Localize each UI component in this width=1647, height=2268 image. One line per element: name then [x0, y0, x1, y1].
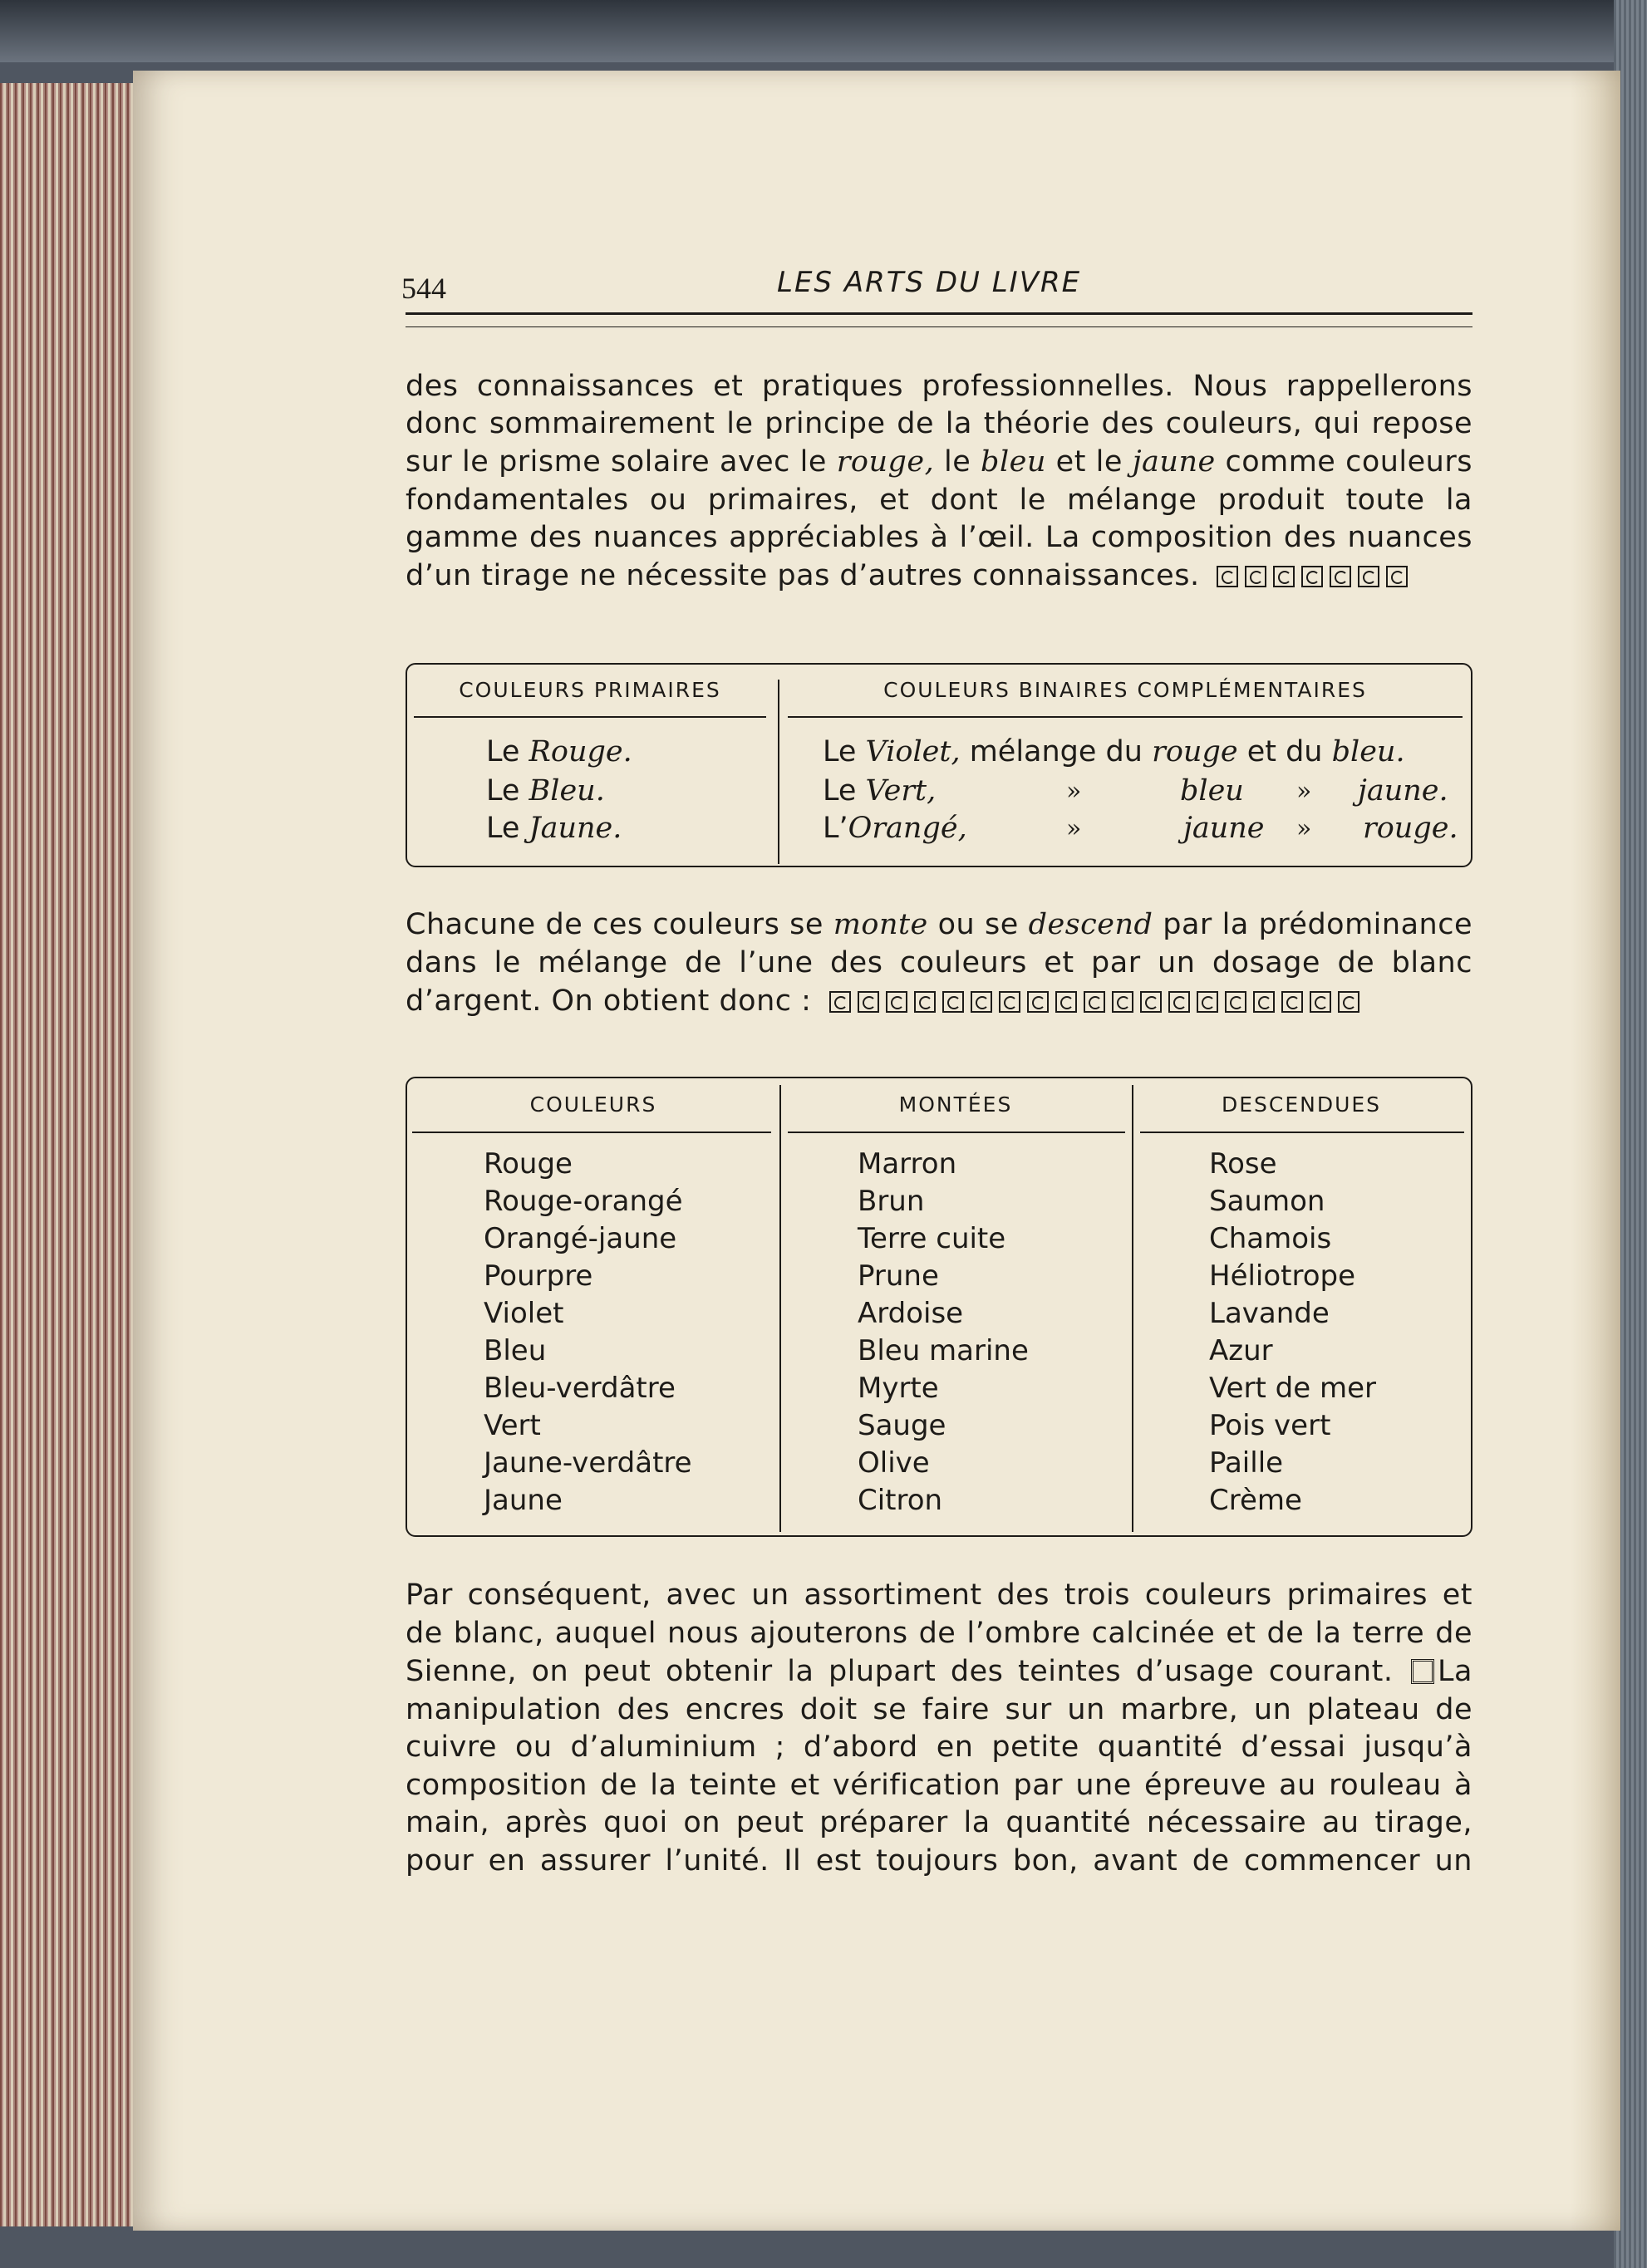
- spiral-ornament-icon: [1386, 566, 1408, 587]
- text-line: Par conséquent, avec un assortiment des trois couleurs primaires et: [406, 1578, 1472, 1612]
- spiral-ornament-icon: [1225, 991, 1246, 1013]
- spiral-ornament-icon: [1301, 566, 1323, 587]
- table-cell: Bleu: [484, 1334, 547, 1367]
- table1-column-divider: [778, 680, 779, 864]
- table-cell: Bleu-verdâtre: [484, 1372, 676, 1405]
- spiral-ornament-icon: [1112, 991, 1133, 1013]
- table-cell: Sauge: [858, 1409, 946, 1442]
- spiral-ornament-icon: [1245, 566, 1266, 587]
- table1-rule: [788, 716, 1463, 718]
- table2-column-divider: [1132, 1085, 1133, 1532]
- table1-binary-cell: bleu: [1180, 774, 1244, 808]
- table-cell: Brun: [858, 1185, 925, 1218]
- table-cell: Orangé-jaune: [484, 1222, 677, 1255]
- table-cell: Rouge: [484, 1147, 573, 1181]
- table1-binary-cell: jaune: [1183, 812, 1265, 845]
- spiral-ornament-icon: [1338, 991, 1359, 1013]
- table1-primary-cell: Le Jaune.: [486, 812, 622, 845]
- spiral-ornament-icon: [1281, 991, 1303, 1013]
- table2-header-montees: MONTÉES: [898, 1092, 1013, 1117]
- spiral-ornament-icon: [829, 991, 851, 1013]
- table-cell: Azur: [1209, 1334, 1273, 1367]
- table2-rule: [412, 1132, 771, 1133]
- page-edges: [0, 83, 154, 2226]
- table1-primary-cell: Le Rouge.: [486, 735, 632, 768]
- text-line: sur le prisme solaire avec le rouge, le bleu et le jaune comme couleurs: [406, 445, 1472, 479]
- spiral-ornament-icon: [999, 991, 1020, 1013]
- table2-column-divider: [779, 1085, 781, 1532]
- table1-primary-cell: Le Bleu.: [486, 774, 605, 808]
- table1-binary-cell: Le Vert,: [823, 774, 937, 808]
- table-cell: Jaune-verdâtre: [484, 1446, 692, 1480]
- table-cell: Vert: [484, 1409, 541, 1442]
- text-line: gamme des nuances appréciables à l’œil. La composition des nuances: [406, 521, 1472, 554]
- table1-binary-cell: rouge.: [1363, 812, 1458, 845]
- table2-rule: [788, 1132, 1125, 1133]
- table-cell: Bleu marine: [858, 1334, 1029, 1367]
- spiral-ornament-icon: [1253, 991, 1275, 1013]
- table-cell: Myrte: [858, 1372, 939, 1405]
- table-cell: Saumon: [1209, 1185, 1325, 1218]
- ditto-mark: »: [1296, 777, 1312, 806]
- table-cell: Pourpre: [484, 1259, 593, 1293]
- text-line: dans le mélange de l’une des couleurs et par un dosage de blanc: [406, 946, 1472, 979]
- spiral-ornament-icon: [1055, 991, 1077, 1013]
- spiral-ornament-icon: [1330, 566, 1351, 587]
- table1-header-primaires: COULEURS PRIMAIRES: [459, 678, 721, 702]
- ditto-mark: »: [1066, 814, 1082, 843]
- table-cell: Citron: [858, 1484, 943, 1517]
- table-cell: Crème: [1209, 1484, 1302, 1517]
- header-double-rule: [406, 312, 1472, 327]
- text-line: Chacune de ces couleurs se monte ou se descend par la prédominance: [406, 908, 1472, 941]
- table-cell: Violet: [484, 1297, 564, 1330]
- text-line: pour en assurer l’unité. Il est toujours bon, avant de commencer un: [406, 1844, 1472, 1878]
- table2-header-couleurs: COULEURS: [529, 1092, 657, 1117]
- text-line: manipulation des encres doit se faire sur un marbre, un plateau de: [406, 1693, 1472, 1726]
- table2-rule: [1140, 1132, 1464, 1133]
- table1-binary-cell: jaune.: [1358, 774, 1448, 808]
- spiral-ornament-icon: [1217, 566, 1238, 587]
- table2-header-descendues: DESCENDUES: [1221, 1092, 1382, 1117]
- paragraph-mark-icon: [1411, 1659, 1434, 1684]
- text-line: donc sommairement le principe de la théorie des couleurs, qui repose: [406, 407, 1472, 440]
- table-cell: Terre cuite: [858, 1222, 1006, 1255]
- table-cell: Paille: [1209, 1446, 1284, 1480]
- table1-binary-cell: Le Violet, mélange du rouge et du bleu.: [823, 735, 1405, 768]
- spiral-ornament-icon: [1358, 566, 1379, 587]
- spiral-ornament-icon: [1084, 991, 1105, 1013]
- spiral-ornament-icon: [942, 991, 964, 1013]
- table1-header-binaires: COULEURS BINAIRES COMPLÉMENTAIRES: [883, 678, 1367, 702]
- table-cell: Marron: [858, 1147, 957, 1181]
- spiral-ornament-icon: [971, 991, 992, 1013]
- spiral-ornament-icon: [1168, 991, 1190, 1013]
- running-title: LES ARTS DU LIVRE: [777, 266, 1082, 299]
- spiral-ornament-icon: [1310, 991, 1331, 1013]
- spiral-ornament-icon: [858, 991, 879, 1013]
- ditto-mark: »: [1296, 814, 1312, 843]
- text-line: cuivre ou d’aluminium ; d’abord en petite quantité d’essai jusqu’à: [406, 1730, 1472, 1764]
- spiral-ornament-icon: [1027, 991, 1049, 1013]
- table-cell: Prune: [858, 1259, 939, 1293]
- table-cell: Rouge-orangé: [484, 1185, 683, 1218]
- table-cell: Jaune: [484, 1484, 563, 1517]
- table-cell: Lavande: [1209, 1297, 1330, 1330]
- ditto-mark: »: [1066, 777, 1082, 806]
- text-line: composition de la teinte et vérification par une épreuve au rouleau à: [406, 1769, 1472, 1802]
- table1-binary-cell: L’Orangé,: [823, 812, 967, 845]
- spiral-ornament-icon: [886, 991, 907, 1013]
- text-line: d’argent. On obtient donc :: [406, 983, 1472, 1021]
- table-cell: Pois vert: [1209, 1409, 1331, 1442]
- text-line: de blanc, auquel nous ajouterons de l’ombre calcinée et de la terre de: [406, 1617, 1472, 1650]
- table-cell: Olive: [858, 1446, 930, 1480]
- page-gutter-shadow: [1571, 71, 1620, 2231]
- text-line: main, après quoi on peut préparer la quantité nécessaire au tirage,: [406, 1806, 1472, 1839]
- text-line: des connaissances et pratiques professionnelles. Nous rappellerons: [406, 370, 1472, 403]
- table-cell: Rose: [1209, 1147, 1277, 1181]
- page-number: 544: [401, 272, 446, 305]
- spiral-ornament-icon: [1197, 991, 1218, 1013]
- ornament-row: [823, 983, 1359, 1021]
- table-cell: Ardoise: [858, 1297, 964, 1330]
- text-line: d’un tirage ne nécessite pas d’autres connaissances.: [406, 557, 1472, 596]
- table-cell: Vert de mer: [1209, 1372, 1376, 1405]
- book-cover-board: [0, 0, 1647, 62]
- table-cell: Chamois: [1209, 1222, 1332, 1255]
- spiral-ornament-icon: [914, 991, 936, 1013]
- spiral-ornament-icon: [1140, 991, 1162, 1013]
- table1-rule: [414, 716, 766, 718]
- text-line: Sienne, on peut obtenir la plupart des teintes d’usage courant. La: [406, 1655, 1472, 1688]
- spiral-ornament-icon: [1273, 566, 1295, 587]
- text-line: fondamentales ou primaires, et dont le mélange produit toute la: [406, 484, 1472, 517]
- table-cell: Héliotrope: [1209, 1259, 1356, 1293]
- ornament-row: [1210, 557, 1408, 596]
